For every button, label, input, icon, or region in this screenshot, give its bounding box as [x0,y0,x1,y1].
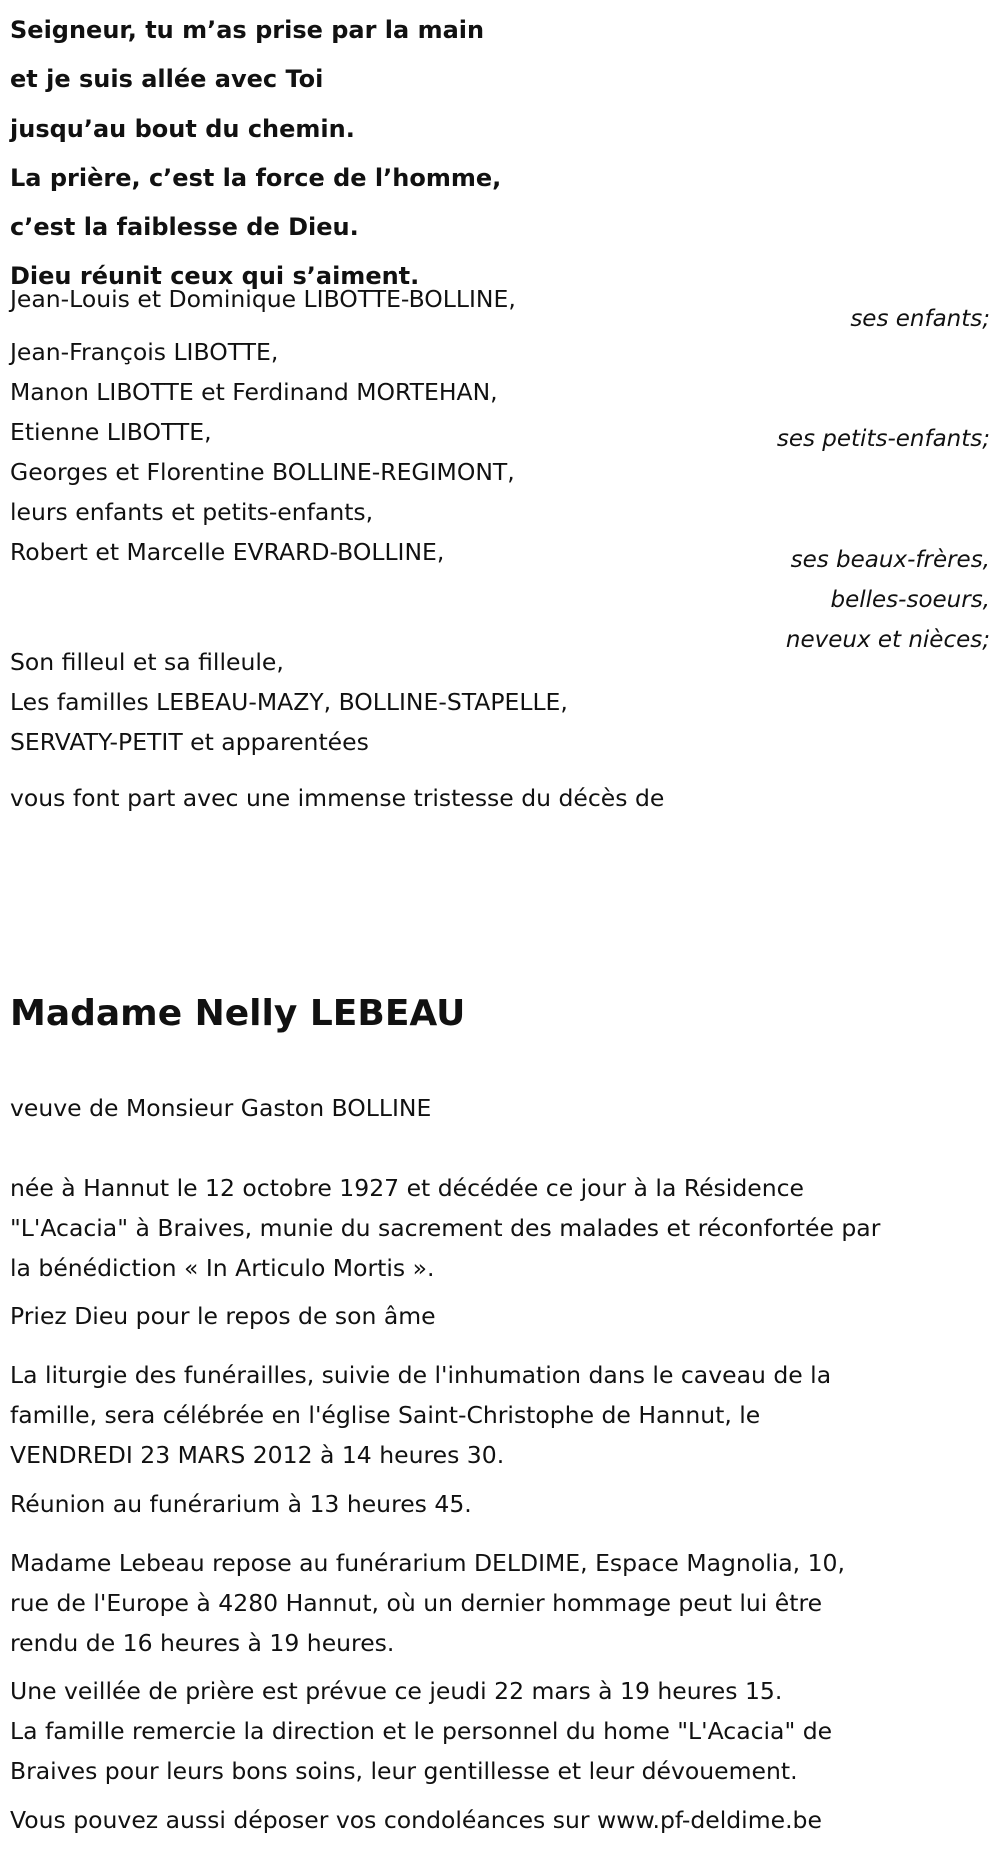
family-name-line: Etienne LIBOTTE, [10,418,212,446]
role-line: ses beaux-frères, [790,547,990,573]
condolences-paragraph [10,1800,985,1840]
deceased-name: Madame Nelly LEBEAU [10,993,466,1034]
repose-paragraph [10,1543,985,1663]
announcement [10,778,990,818]
paragraph-line: Madame Lebeau repose au funérarium DELDIME, Espace Magnolia, 10, [10,1549,845,1577]
role-line: neveux et nièces; [785,627,990,653]
paragraph-line: rue de l'Europe à 4280 Hannut, où un dernier hommage peut lui être [10,1589,823,1617]
funeral-paragraph [10,1355,985,1475]
paragraph-line: Priez Dieu pour le repos de son âme [10,1302,436,1330]
family-name-line: leurs enfants et petits-enfants, [10,498,374,526]
paragraph-line: "L'Acacia" à Braives, munie du sacrement des malades et réconfortée par [10,1214,881,1242]
paragraph-line: la bénédiction « In Articulo Mortis ». [10,1254,435,1282]
vigil-paragraph [10,1671,985,1711]
poem-line: et je suis allée avec Toi [10,65,324,94]
widow-of-text: veuve de Monsieur Gaston BOLLINE [10,1094,432,1122]
thanks-paragraph [10,1711,985,1791]
family-name-line: Robert et Marcelle EVRARD-BOLLINE, [10,538,445,566]
paragraph-line: Vous pouvez aussi déposer vos condoléances sur www.pf-deldime.be [10,1806,822,1834]
paragraph-line: rendu de 16 heures à 19 heures. [10,1629,395,1657]
paragraph-line: Réunion au funérarium à 13 heures 45. [10,1490,472,1518]
role-line: ses petits-enfants; [776,426,990,452]
paragraph-line: Braives pour leurs bons soins, leur gentillesse et leur dévouement. [10,1757,798,1785]
family-name-line: SERVATY-PETIT et apparentées [10,728,369,756]
paragraph-line: née à Hannut le 12 octobre 1927 et décédée ce jour à la Résidence [10,1174,804,1202]
meeting-paragraph [10,1484,985,1524]
family-name-line: Manon LIBOTTE et Ferdinand MORTEHAN, [10,378,498,406]
other-family-names [10,642,990,762]
poem-line: c’est la faiblesse de Dieu. [10,213,359,242]
poem-line: La prière, c’est la force de l’homme, [10,163,502,192]
role-line: belles-soeurs, [830,587,990,613]
family-name-line: Jean-François LIBOTTE, [10,338,279,366]
poem-line: Dieu réunit ceux qui s’aiment. [10,262,420,291]
poem [10,6,990,302]
family-name-line: Les familles LEBEAU-MAZY, BOLLINE-STAPELLE, [10,688,568,716]
announcement-text: vous font part avec une immense tristesse du décès de [10,784,665,812]
paragraph-line: La famille remercie la direction et le personnel du home "L'Acacia" de [10,1717,833,1745]
role-line: ses enfants; [850,306,990,332]
family-name-line: Son filleul et sa filleule, [10,648,284,676]
poem-line: Seigneur, tu m’as prise par la main [10,16,485,44]
family-name-line: Georges et Florentine BOLLINE-REGIMONT, [10,458,515,486]
paragraph-line: famille, sera célébrée en l'église Saint-Christophe de Hannut, le [10,1401,761,1429]
paragraph-line: VENDREDI 23 MARS 2012 à 14 heures 30. [10,1441,505,1469]
birth-death-paragraph [10,1168,985,1288]
poem-line: jusqu’au bout du chemin. [10,114,355,143]
family-name-line: Jean-Louis et Dominique LIBOTTE-BOLLINE, [10,285,516,313]
paragraph-line: Une veillée de prière est prévue ce jeudi 22 mars à 19 heures 15. [10,1677,783,1705]
prayer-paragraph [10,1296,985,1336]
paragraph-line: La liturgie des funérailles, suivie de l'inhumation dans le caveau de la [10,1361,832,1389]
widow-of [10,1088,990,1128]
